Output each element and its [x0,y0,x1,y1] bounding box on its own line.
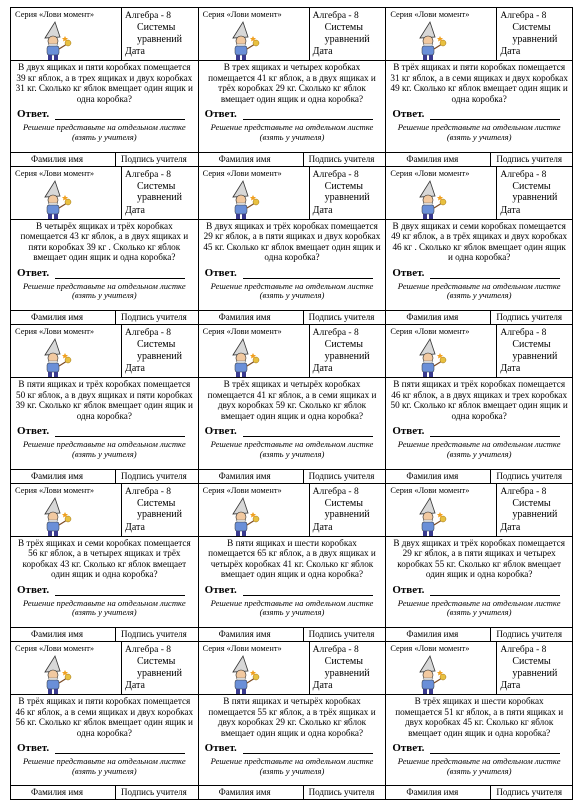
card-header [11,167,198,220]
date-label: Дата [312,46,333,57]
answer-label: Ответ. [17,108,50,120]
teacher-signature-label: Подпись учителя [121,470,187,481]
card-header [386,642,572,695]
teacher-signature-label: Подпись учителя [121,787,187,797]
solution-note: Решение представьте на отдельном листке (взять у учителя) [397,756,561,776]
gnome-mascot-icon [408,337,450,379]
gnome-mascot-icon [408,654,450,696]
footer-divider [115,153,116,166]
date-label: Дата [125,363,145,375]
gnome-mascot-icon [221,496,263,538]
subject-label: Алгебра - 8 [312,645,359,656]
teacher-signature-label: Подпись учителя [308,787,375,797]
answer-label: Ответ. [392,742,425,755]
topic-label: Системы уравнений [324,656,370,679]
header-divider [309,8,310,60]
card-footer [386,785,572,799]
card-footer [386,627,572,641]
subject-label: Алгебра - 8 [312,328,359,339]
topic-label: Системы уравнений [324,339,370,362]
footer-divider [115,786,116,799]
task-text: В пяти ящиках и трёх коробках помещается 46 кг яблок, а в двух ящиках и трех коробках 50 кг. Сколько кг яблок вмещает один ящик и одна коробка? [390,379,568,421]
header-divider [309,484,310,536]
card-header [199,325,386,378]
task-card [10,641,198,800]
task-card [10,7,198,166]
task-text: В трёх ящиках и четырёх коробках помещается 41 кг яблок, а в семи ящиках и двух коробках 59 кг. Сколько кг яблок вмещает один ящик и одна коробка? [207,379,377,421]
task-card [198,166,386,325]
card-footer [199,785,386,799]
task-text: В двух ящиках и пяти коробках помещается 39 кг яблок, а в трех ящиках и двух коробках 31 кг. Сколько кг яблок вмещает один ящик и одна коробка? [15,62,193,104]
series-label: Серия «Лови момент» [15,168,95,178]
answer-line[interactable] [243,753,373,754]
student-name-label: Фамилия имя [218,787,271,797]
student-name-label: Фамилия имя [31,629,83,640]
header-divider [121,642,122,694]
teacher-signature-label: Подпись учителя [308,629,375,640]
date-label: Дата [312,521,333,533]
teacher-signature-label: Подпись учителя [496,312,563,323]
gnome-mascot-icon [408,179,450,221]
answer-label: Ответ. [392,425,425,438]
header-divider [121,167,122,219]
date-label: Дата [125,521,145,533]
gnome-mascot-icon [408,20,450,62]
teacher-signature-label: Подпись учителя [121,629,187,640]
card-footer [199,152,386,166]
header-divider [496,642,497,694]
card-footer [11,310,198,324]
task-text: В двух ящиках и трёх коробках помещается 29 кг яблок, а в пяти ящиках и четырех коробках 55 кг. Сколько кг яблок вмещает один ящик и одна коробка? [393,537,565,580]
series-label: Серия «Лови момент» [202,485,282,495]
task-text: В трех ящиках и четырех коробках помещается 41 кг яблок, а в двух ящиках и трёх коробках 29 кг. Сколько кг яблок вмещает один ящик и одна коробка? [208,62,376,104]
student-name-label: Фамилия имя [31,787,83,797]
subject-label: Алгебра - 8 [125,486,172,497]
header-divider [309,642,310,694]
answer-label: Ответ. [392,108,425,120]
gnome-mascot-icon [221,179,263,221]
solution-note: Решение представьте на отдельном листке (взять у учителя) [210,597,374,618]
task-card [198,483,386,642]
answer-label: Ответ. [204,742,237,755]
task-card [10,483,198,642]
series-label: Серия «Лови момент» [390,327,470,337]
header-divider [121,8,122,60]
series-label: Серия «Лови момент» [15,327,95,337]
task-text: В трёх ящиках и пяти коробках помещается 46 кг яблок, а в семи ящиках и двух коробках 56 кг. Сколько кг яблок вмещает один ящик и одна коробка? [15,696,194,738]
footer-divider [303,153,304,166]
task-text: В двух ящиках и трёх коробках помещается 29 кг яблок, а в пяти ящиках и двух коробках 45 кг. Сколько кг яблок вмещает один ящик и одна коробка? [203,220,381,263]
worksheet-grid [10,7,573,800]
solution-note: Решение представьте на отдельном листке (взять у учителя) [210,439,374,459]
answer-line[interactable] [430,436,560,437]
card-footer [11,627,198,641]
card-header [11,642,198,695]
solution-note: Решение представьте на отдельном листке (взять у учителя) [397,597,561,618]
task-card [10,324,198,483]
answer-line[interactable] [430,595,560,596]
answer-line[interactable] [243,278,373,279]
task-text: В пяти ящиках и шести коробках помещается 65 кг яблок, а в двух ящиках и четырёх коробках 41 кг. Сколько кг яблок вмещает один ящик и одна коробка? [208,537,376,580]
gnome-mascot-icon [221,654,263,696]
subject-label: Алгебра - 8 [312,169,359,180]
topic-label: Системы уравнений [512,22,558,45]
header-divider [496,325,497,377]
student-name-label: Фамилия имя [31,312,83,323]
series-label: Серия «Лови момент» [390,168,470,178]
answer-label: Ответ. [17,742,50,755]
solution-note: Решение представьте на отдельном листке (взять у учителя) [210,280,374,301]
series-label: Серия «Лови момент» [202,327,282,337]
gnome-mascot-icon [221,337,263,379]
answer-label: Ответ. [392,583,425,596]
card-header [11,8,198,61]
task-text: В трёх ящиках и семи коробках помещается 56 кг яблок, а в четырех ящиках и трёх коробках 43 кг. Сколько кг яблок вмещает один ящик и одна коробка? [17,537,191,580]
series-label: Серия «Лови момент» [202,10,282,19]
date-label: Дата [500,46,521,57]
solution-note: Решение представьте на отдельном листке (взять у учителя) [22,280,186,301]
solution-note: Решение представьте на отдельном листке (взять у учителя) [210,122,374,142]
card-footer [386,469,572,483]
date-label: Дата [312,363,333,375]
header-divider [309,167,310,219]
gnome-mascot-icon [33,496,75,538]
header-divider [496,8,497,60]
subject-label: Алгебра - 8 [500,645,547,656]
answer-line[interactable] [55,753,185,754]
topic-label: Системы уравнений [512,339,558,362]
date-label: Дата [500,521,521,533]
solution-note: Решение представьте на отдельном листке (взять у учителя) [22,439,186,459]
answer-label: Ответ. [204,425,237,438]
gnome-mascot-icon [33,654,75,696]
solution-note: Решение представьте на отдельном листке (взять у учителя) [22,597,186,618]
teacher-signature-label: Подпись учителя [496,787,563,797]
card-footer [386,152,572,166]
footer-divider [303,628,304,641]
card-header [386,484,572,537]
subject-label: Алгебра - 8 [125,645,172,656]
gnome-mascot-icon [33,179,75,221]
task-text: В пяти ящиках и четырёх коробках помещается 55 кг яблок, а в трёх ящиках и двух коробках 29 кг. Сколько кг яблок вмещает один ящик и одна коробка? [208,696,376,738]
student-name-label: Фамилия имя [406,312,459,323]
student-name-label: Фамилия имя [218,312,271,323]
footer-divider [303,311,304,324]
solution-note: Решение представьте на отдельном листке (взять у учителя) [22,122,186,142]
footer-divider [490,786,491,799]
topic-label: Системы уравнений [324,180,370,204]
subject-label: Алгебра - 8 [125,11,172,21]
teacher-signature-label: Подпись учителя [496,470,563,481]
card-header [11,325,198,378]
solution-note: Решение представьте на отдельном листке (взять у учителя) [210,756,374,776]
footer-divider [490,311,491,324]
subject-label: Алгебра - 8 [500,11,547,21]
student-name-label: Фамилия имя [406,153,459,164]
card-header [199,8,386,61]
card-footer [199,469,386,483]
gnome-mascot-icon [33,20,75,62]
answer-label: Ответ. [204,266,237,279]
answer-line[interactable] [55,278,185,279]
teacher-signature-label: Подпись учителя [308,470,375,481]
answer-line[interactable] [243,595,373,596]
topic-label: Системы уравнений [137,180,183,204]
series-label: Серия «Лови момент» [390,644,470,654]
answer-label: Ответ. [17,266,50,279]
card-header [386,167,572,220]
task-text: В пяти ящиках и трёх коробках помещается 50 кг яблок, а в двух ящиках и пяти коробках 39 кг. Сколько кг яблок вмещает один ящик и одна коробка? [15,379,193,421]
topic-label: Системы уравнений [137,339,183,362]
topic-label: Системы уравнений [137,497,183,521]
student-name-label: Фамилия имя [406,787,459,797]
task-text: В двух ящиках и семи коробках помещается 49 кг яблок, а в трёх ящиках и двух коробках 46 кг . Сколько кг яблок вмещает один ящик и одна коробка? [391,220,568,263]
footer-divider [490,153,491,166]
answer-line[interactable] [430,278,560,279]
card-header [199,167,386,220]
series-label: Серия «Лови момент» [390,10,470,19]
teacher-signature-label: Подпись учителя [308,153,375,164]
header-divider [121,484,122,536]
topic-label: Системы уравнений [512,180,558,204]
date-label: Дата [500,204,521,216]
teacher-signature-label: Подпись учителя [496,629,563,640]
topic-label: Системы уравнений [137,22,183,45]
date-label: Дата [500,680,521,692]
answer-line[interactable] [430,119,560,120]
answer-label: Ответ. [204,108,237,120]
date-label: Дата [125,680,145,692]
card-header [386,325,572,378]
answer-label: Ответ. [392,266,425,279]
series-label: Серия «Лови момент» [390,485,470,495]
date-label: Дата [125,46,145,57]
date-label: Дата [500,363,521,375]
card-footer [11,152,198,166]
series-label: Серия «Лови момент» [15,485,95,495]
student-name-label: Фамилия имя [218,470,271,481]
task-text: В трёх ящиках и шести коробках помещается 51 кг яблок, а в пяти ящиках и двух коробках 45 кг. Сколько кг яблок вмещает один ящик и одна коробка? [395,696,564,738]
answer-label: Ответ. [204,583,237,596]
header-divider [496,167,497,219]
task-card [198,324,386,483]
card-footer [11,469,198,483]
task-card [385,324,573,483]
answer-line[interactable] [243,436,373,437]
header-divider [496,484,497,536]
solution-note: Решение представьте на отдельном листке (взять у учителя) [397,439,561,459]
teacher-signature-label: Подпись учителя [496,153,563,164]
answer-label: Ответ. [17,425,50,438]
subject-label: Алгебра - 8 [125,328,172,339]
answer-line[interactable] [243,119,373,120]
footer-divider [490,628,491,641]
teacher-signature-label: Подпись учителя [121,153,187,164]
task-card [198,7,386,166]
card-header [11,484,198,537]
card-footer [199,627,386,641]
gnome-mascot-icon [221,20,263,62]
header-divider [309,325,310,377]
teacher-signature-label: Подпись учителя [121,312,187,323]
topic-label: Системы уравнений [324,22,370,45]
gnome-mascot-icon [33,337,75,379]
answer-label: Ответ. [17,583,50,596]
subject-label: Алгебра - 8 [312,486,359,497]
solution-note: Решение представьте на отдельном листке (взять у учителя) [22,756,186,776]
solution-note: Решение представьте на отдельном листке (взять у учителя) [397,280,561,301]
task-card [198,641,386,800]
task-text: В трёх ящиках и пяти коробках помещается 31 кг яблок, а в семи ящиках и двух коробках 49 кг. Сколько кг яблок вмещает один ящик и одна коробка? [390,62,568,104]
task-card [385,166,573,325]
footer-divider [303,786,304,799]
footer-divider [115,470,116,483]
subject-label: Алгебра - 8 [125,169,172,180]
date-label: Дата [312,680,333,692]
student-name-label: Фамилия имя [406,470,459,481]
footer-divider [115,628,116,641]
series-label: Серия «Лови момент» [202,644,282,654]
card-footer [199,310,386,324]
task-card [10,166,198,325]
student-name-label: Фамилия имя [31,153,83,164]
subject-label: Алгебра - 8 [500,169,547,180]
answer-line[interactable] [55,119,185,120]
task-text: В четырёх ящиках и трёх коробках помещается 43 кг яблок, а в двух ящиках и пяти коробках 39 кг . Сколько кг яблок вмещает один ящик и одна коробка? [20,220,189,263]
topic-label: Системы уравнений [512,497,558,521]
card-footer [386,310,572,324]
subject-label: Алгебра - 8 [312,11,359,21]
footer-divider [490,470,491,483]
solution-note: Решение представьте на отдельном листке (взять у учителя) [397,122,561,142]
card-header [199,642,386,695]
gnome-mascot-icon [408,496,450,538]
student-name-label: Фамилия имя [31,470,83,481]
student-name-label: Фамилия имя [218,153,271,164]
card-header [199,484,386,537]
task-card [385,641,573,800]
subject-label: Алгебра - 8 [500,486,547,497]
footer-divider [115,311,116,324]
answer-line[interactable] [55,595,185,596]
task-card [385,483,573,642]
date-label: Дата [125,204,145,216]
student-name-label: Фамилия имя [218,629,271,640]
topic-label: Системы уравнений [324,497,370,521]
topic-label: Системы уравнений [137,656,183,679]
date-label: Дата [312,204,333,216]
task-card [385,7,573,166]
series-label: Серия «Лови момент» [15,10,95,19]
topic-label: Системы уравнений [512,656,558,679]
answer-line[interactable] [430,753,560,754]
card-header [386,8,572,61]
series-label: Серия «Лови момент» [15,644,95,654]
subject-label: Алгебра - 8 [500,328,547,339]
header-divider [121,325,122,377]
card-footer [11,785,198,799]
student-name-label: Фамилия имя [406,629,459,640]
footer-divider [303,470,304,483]
answer-line[interactable] [55,436,185,437]
series-label: Серия «Лови момент» [202,168,282,178]
teacher-signature-label: Подпись учителя [308,312,375,323]
